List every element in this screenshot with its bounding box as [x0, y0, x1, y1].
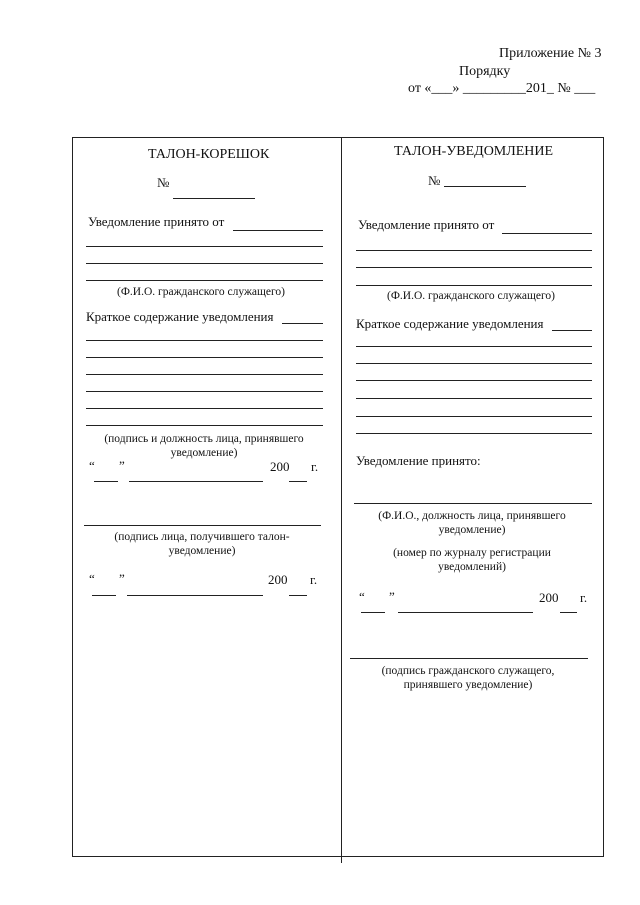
stub-line — [127, 595, 263, 596]
notice-title: ТАЛОН-УВЕДОМЛЕНИЕ — [394, 144, 554, 159]
stub-year-suffix: г. — [310, 572, 318, 587]
notice-line — [398, 612, 533, 613]
notice-year: 200 — [539, 590, 559, 605]
stub-quote-close: ” — [119, 571, 125, 586]
notice-line — [354, 503, 592, 504]
notice-line — [356, 250, 592, 251]
order-date-number: от «___» _________201_ № ___ — [408, 81, 596, 96]
order-label: Порядку — [459, 64, 511, 79]
stub-sign-caption: (подпись и должность лица, принявшего уведомление) — [104, 433, 304, 460]
stub-summary-label: Краткое содержание уведомления — [86, 309, 274, 324]
notice-line — [350, 658, 588, 659]
stub-line — [86, 263, 323, 264]
stub-receiver-caption: (подпись лица, получившего талон-уведомление) — [114, 531, 290, 558]
stub-line — [289, 481, 307, 482]
stub-line — [92, 595, 116, 596]
stub-line — [233, 230, 323, 231]
stub-title: ТАЛОН-КОРЕШОК — [148, 147, 270, 162]
notice-line — [356, 267, 592, 268]
notice-received-from: Уведомление принято от — [358, 217, 495, 232]
notice-quote-close: ” — [389, 589, 395, 604]
form-frame — [72, 137, 604, 857]
notice-quote-open: “ — [359, 589, 365, 604]
stub-line — [84, 525, 321, 526]
stub-line — [86, 340, 323, 341]
stub-line — [289, 595, 307, 596]
stub-line — [86, 246, 323, 247]
stub-line — [86, 357, 323, 358]
notice-journal-caption: (номер по журналу регистрации уведомлений) — [393, 547, 551, 574]
notice-line — [502, 233, 592, 234]
stub-line — [129, 481, 263, 482]
stub-line — [86, 280, 323, 281]
notice-accepted-label: Уведомление принято: — [356, 453, 481, 468]
stub-quote-open: “ — [89, 571, 95, 586]
notice-line — [552, 330, 592, 331]
notice-accepted-caption: (Ф.И.О., должность лица, принявшего уведомление) — [378, 510, 566, 537]
notice-final-caption: (подпись гражданского служащего, принявшего уведомление) — [381, 665, 555, 692]
notice-number-line — [444, 186, 526, 187]
stub-line — [86, 391, 323, 392]
stub-year: 200 — [268, 572, 288, 587]
notice-line — [356, 433, 592, 434]
stub-quote-open: “ — [89, 458, 95, 473]
notice-line — [356, 380, 592, 381]
column-divider — [341, 137, 342, 863]
stub-quote-close: ” — [119, 458, 125, 473]
stub-line — [86, 374, 323, 375]
notice-year-suffix: г. — [580, 590, 588, 605]
stub-year-suffix: г. — [311, 459, 319, 474]
stub-number-label: № — [157, 175, 170, 190]
stub-fio-caption: (Ф.И.О. гражданского служащего) — [116, 286, 286, 298]
notice-line — [361, 612, 385, 613]
stub-line — [86, 408, 323, 409]
notice-summary-label: Краткое содержание уведомления — [356, 316, 544, 331]
stub-line — [282, 323, 323, 324]
stub-line — [86, 425, 323, 426]
appendix-label: Приложение № 3 — [499, 46, 602, 61]
stub-line — [94, 481, 118, 482]
notice-line — [356, 416, 592, 417]
stub-year: 200 — [270, 459, 290, 474]
notice-line — [356, 346, 592, 347]
notice-number-label: № — [428, 173, 441, 188]
notice-line — [356, 398, 592, 399]
notice-line — [356, 285, 592, 286]
notice-line — [356, 363, 592, 364]
stub-number-line — [173, 198, 255, 199]
stub-received-from: Уведомление принято от — [88, 214, 225, 229]
notice-fio-caption: (Ф.И.О. гражданского служащего) — [386, 290, 556, 302]
notice-line — [560, 612, 577, 613]
